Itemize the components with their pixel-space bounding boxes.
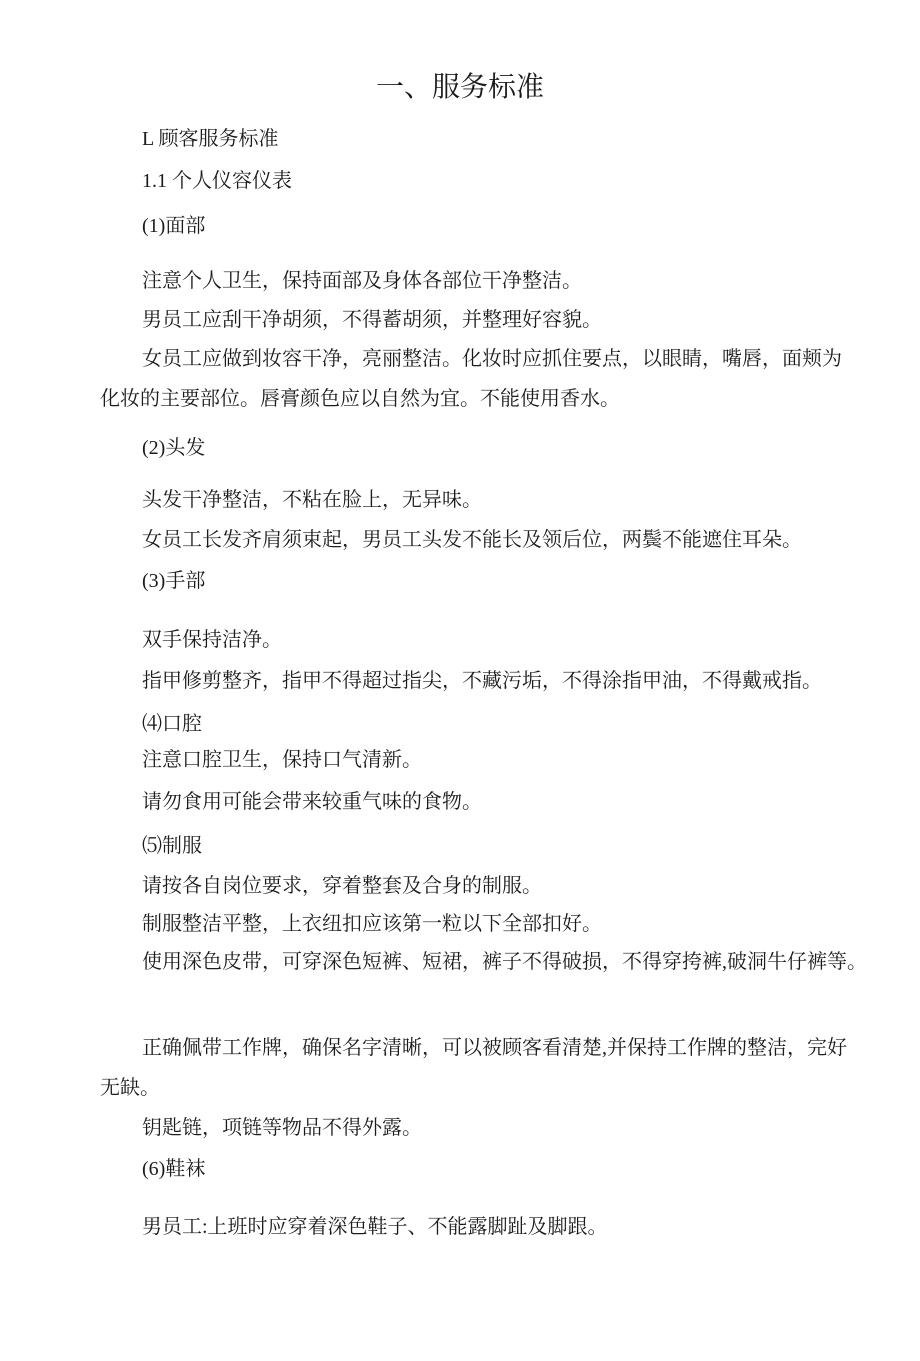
paragraph-female-makeup-2: 化妆的主要部位。唇膏颜色应以自然为宜。不能使用香水。 — [100, 388, 620, 410]
heading-hands: (3)手部 — [142, 570, 206, 592]
heading-uniform: ⑸制服 — [142, 835, 202, 857]
heading-shoes-socks: (6)鞋袜 — [142, 1158, 206, 1180]
paragraph-uniform-fit: 请按各自岗位要求，穿着整套及合身的制服。 — [142, 875, 542, 897]
paragraph-uniform-buttons: 制服整洁平整，上衣纽扣应该第一粒以下全部扣好。 — [142, 913, 602, 935]
heading-customer-service-standard: L 顾客服务标准 — [142, 128, 279, 150]
paragraph-belt-pants: 使用深色皮带，可穿深色短裤、短裙，裤子不得破损，不得穿挎裤,破洞牛仔裤等。 — [142, 951, 867, 973]
document-title: 一、服务标准 — [375, 72, 544, 103]
paragraph-hygiene: 注意个人卫生，保持面部及身体各部位干净整洁。 — [142, 270, 582, 292]
paragraph-male-shave: 男员工应刮干净胡须，不得蓄胡须，并整理好容貌。 — [142, 309, 602, 331]
paragraph-male-shoes: 男员工:上班时应穿着深色鞋子、不能露脚趾及脚跟。 — [142, 1216, 608, 1238]
heading-mouth: ⑷口腔 — [142, 713, 202, 735]
heading-face: (1)面部 — [142, 215, 206, 237]
paragraph-name-badge-2: 无缺。 — [100, 1077, 160, 1099]
paragraph-name-badge-1: 正确佩带工作牌，确保名字清晰，可以被顾客看清楚,并保持工作牌的整洁，完好 — [142, 1037, 847, 1059]
paragraph-hair-length: 女员工长发齐肩须束起，男员工头发不能长及领后位，两鬓不能遮住耳朵。 — [142, 529, 802, 551]
paragraph-food-smell: 请勿食用可能会带来较重气味的食物。 — [142, 791, 482, 813]
paragraph-keychain: 钥匙链，项链等物品不得外露。 — [142, 1117, 422, 1139]
paragraph-female-makeup-1: 女员工应做到妆容干净，亮丽整洁。化妆时应抓住要点，以眼睛，嘴唇，面颊为 — [142, 348, 842, 370]
paragraph-hair-clean: 头发干净整洁，不粘在脸上，无异味。 — [142, 489, 482, 511]
paragraph-nails: 指甲修剪整齐，指甲不得超过指尖，不藏污垢，不得涂指甲油，不得戴戒指。 — [142, 670, 822, 692]
paragraph-hands-clean: 双手保持洁净。 — [142, 629, 282, 651]
heading-hair: (2)头发 — [142, 437, 206, 459]
heading-personal-grooming: 1.1 个人仪容仪表 — [142, 170, 292, 192]
paragraph-oral-hygiene: 注意口腔卫生，保持口气清新。 — [142, 749, 422, 771]
